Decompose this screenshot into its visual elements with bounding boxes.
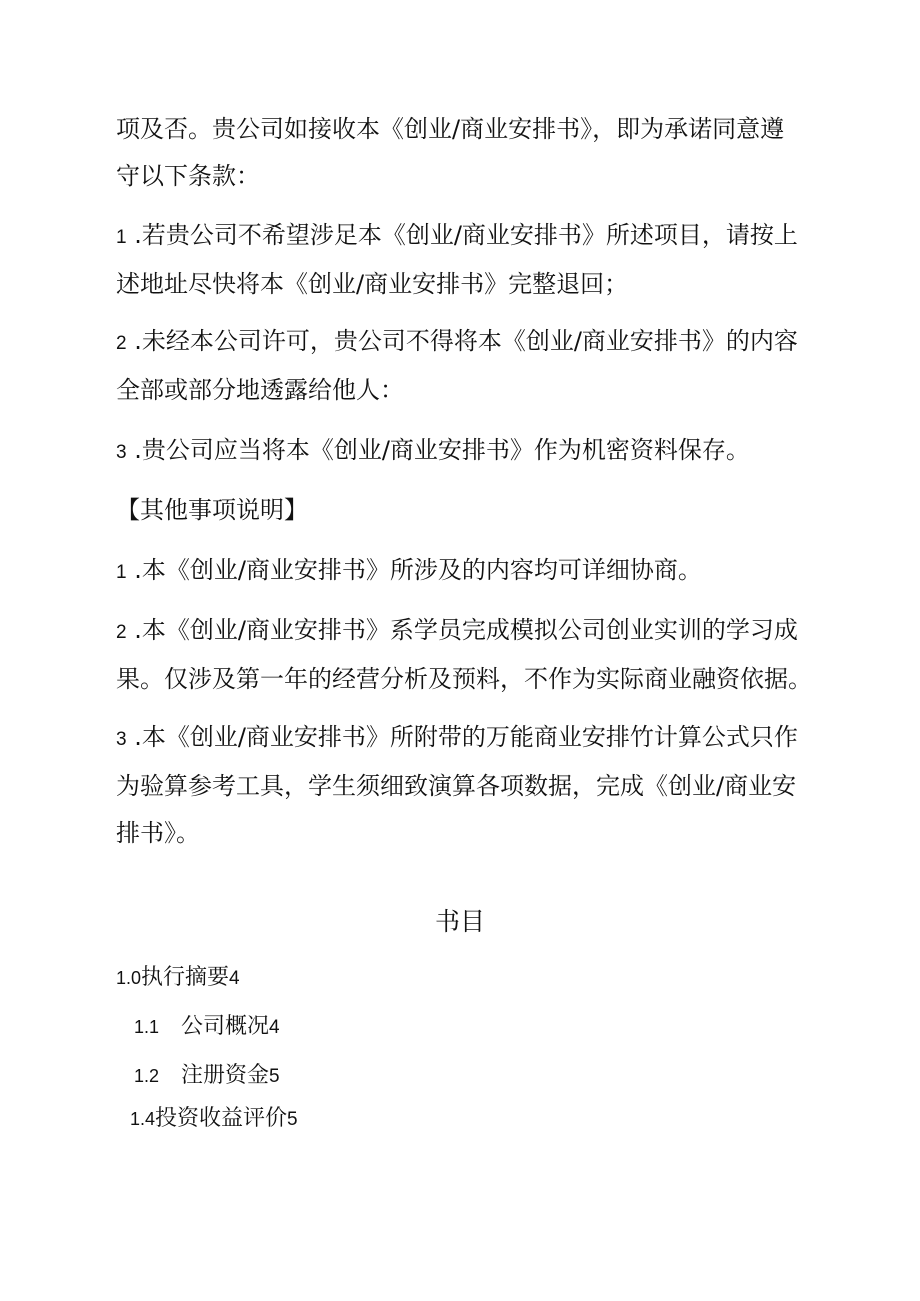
term-item-1 <box>116 212 816 308</box>
term-text: .贵公司应当将本《创业/商业安排书》作为机密资料保存。 <box>134 436 750 464</box>
toc-entry-label: 执行摘要 <box>141 965 230 990</box>
other-text: .本《创业/商业安排书》所附带的万能商业安排竹计算公式只作 <box>134 723 798 751</box>
intro-line-2: 守以下条款： <box>116 162 260 190</box>
toc-entry-page: 5 <box>287 1109 298 1130</box>
toc-entry-page: 4 <box>229 968 240 989</box>
other-number: 2 <box>116 622 127 643</box>
toc-entry-label: 投资收益评价 <box>155 1106 288 1131</box>
other-heading: 【其他事项说明】 <box>116 496 308 524</box>
intro-line-1: 项及否。贵公司如接收本《创业/商业安排书》，即为承诺同意遵 <box>116 115 785 143</box>
toc-entry-number: 1.2 <box>134 1066 160 1086</box>
toc-entry-label: 注册资金 <box>181 1063 270 1088</box>
other-text: .本《创业/商业安排书》所涉及的内容均可详细协商。 <box>134 556 702 584</box>
term-number: 1 <box>116 227 127 248</box>
other-item-2 <box>116 607 816 703</box>
toc-entry-number: 1.1 <box>134 1017 160 1037</box>
toc-entry[interactable] <box>130 1103 298 1136</box>
term-text-cont: 述地址尽快将本《创业/商业安排书》完整退回； <box>116 270 629 298</box>
term-number: 3 <box>116 442 127 463</box>
other-text-cont: 为验算参考工具，学生须细致演算各项数据，完成《创业/商业安 <box>116 772 797 800</box>
other-text: .本《创业/商业安排书》系学员完成模拟公司创业实训的学习成 <box>134 616 798 644</box>
other-number: 1 <box>116 562 127 583</box>
intro-paragraph <box>116 106 816 200</box>
toc-entry[interactable] <box>134 1011 280 1044</box>
term-item-2 <box>116 318 816 414</box>
toc-entry-label: 公司概况 <box>181 1014 270 1039</box>
term-text: .未经本公司许可，贵公司不得将本《创业/商业安排书》的内容 <box>134 327 798 355</box>
other-text-cont: 果。仅涉及第一年的经营分析及预料，不作为实际商业融资依据。 <box>116 665 812 693</box>
other-number: 3 <box>116 729 127 750</box>
toc-entry-number: 1.0 <box>116 968 142 988</box>
term-number: 2 <box>116 333 127 354</box>
toc-entry[interactable] <box>116 962 240 995</box>
term-text: .若贵公司不希望涉足本《创业/商业安排书》所述项目，请按上 <box>134 221 798 249</box>
other-item-1 <box>116 547 816 596</box>
toc-entry-page: 4 <box>269 1017 280 1038</box>
other-item-3 <box>116 714 816 857</box>
term-text-cont: 全部或部分地透露给他人： <box>116 376 404 404</box>
toc-entry-page: 5 <box>269 1066 280 1087</box>
term-item-3 <box>116 427 816 476</box>
toc-entry-number: 1.4 <box>130 1109 156 1129</box>
toc-title: 书目 <box>434 907 485 936</box>
toc-entry[interactable] <box>134 1060 280 1093</box>
other-text-cont: 排书》。 <box>116 819 200 847</box>
